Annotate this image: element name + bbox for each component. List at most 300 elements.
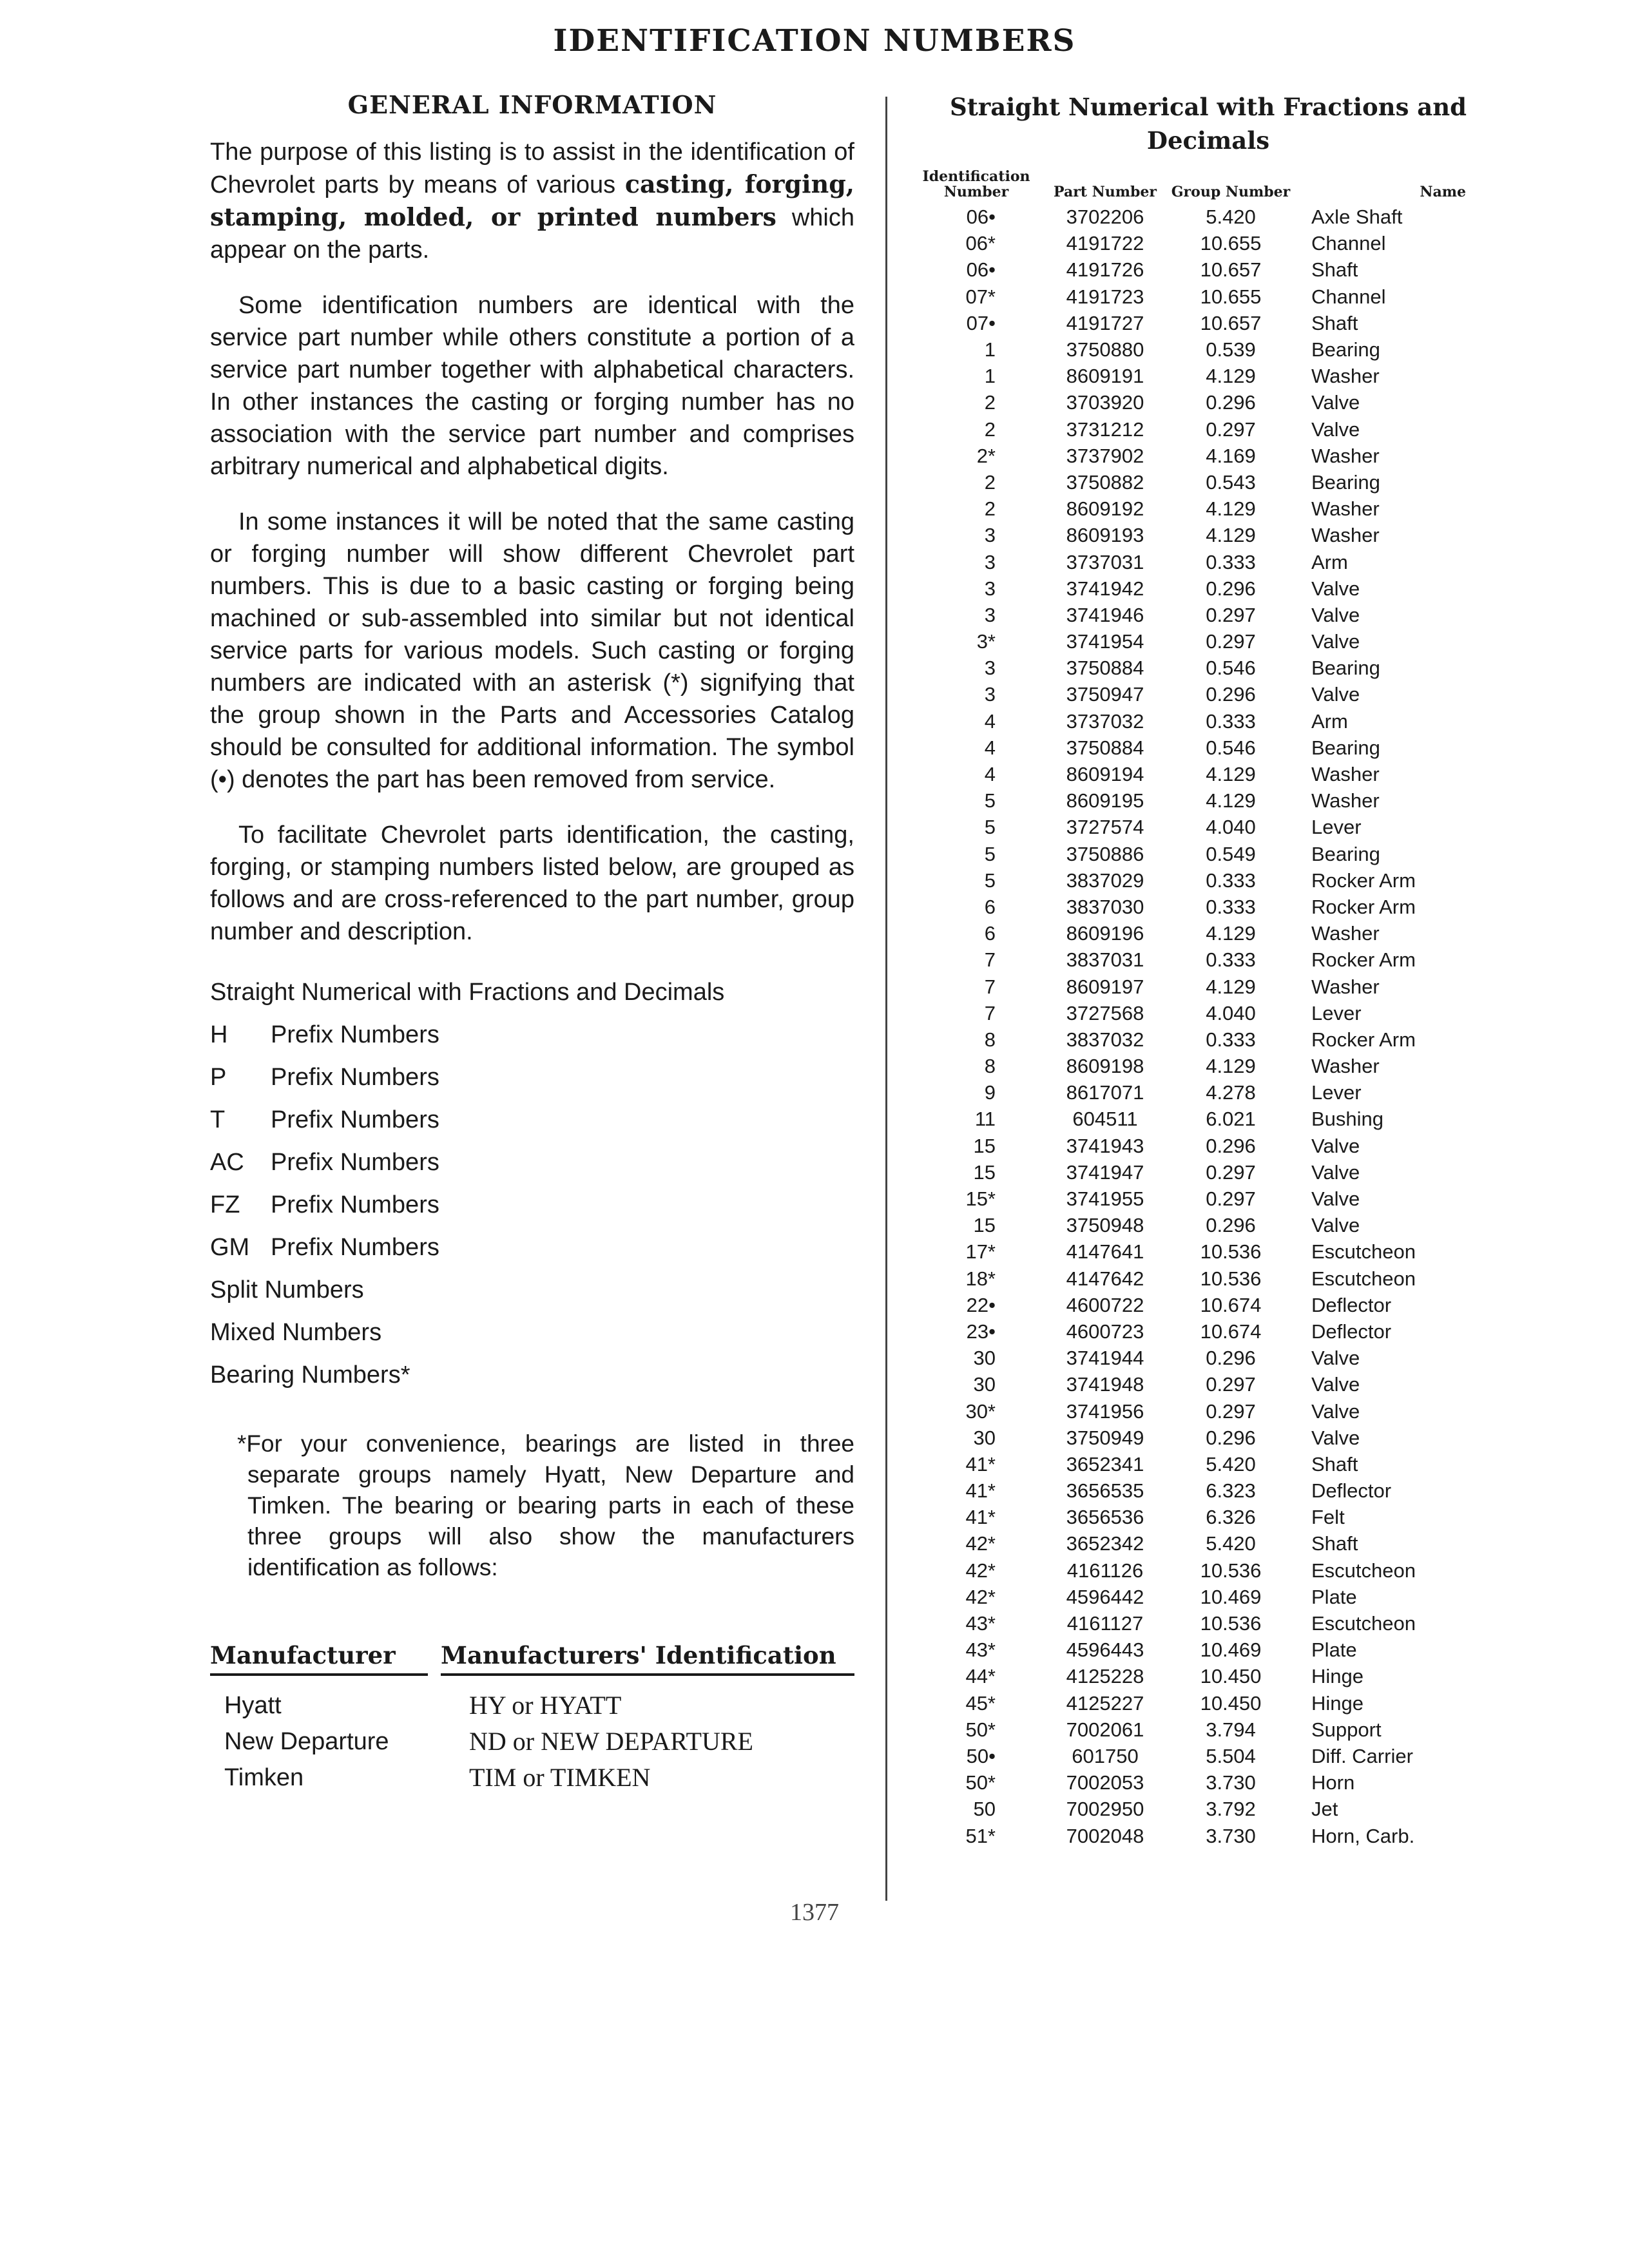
- manufacturer-row: [210, 1724, 854, 1760]
- part-name-cell: Washer: [1311, 365, 1380, 388]
- part-number-cell: 3837032: [1066, 1028, 1144, 1051]
- part-name-cell: Washer: [1311, 975, 1380, 998]
- table-row: [912, 1000, 1479, 1026]
- group-label: Prefix Numbers: [271, 1021, 439, 1048]
- table-row: [912, 973, 1479, 999]
- table-row: [912, 495, 1479, 522]
- identification-number-cell: 15: [973, 1160, 996, 1184]
- part-name-cell: Channel: [1311, 285, 1386, 308]
- table-row: [912, 735, 1479, 761]
- table-row: [912, 469, 1479, 495]
- identification-number-cell: 2: [984, 497, 996, 521]
- identification-number-cell: 06•: [966, 206, 996, 229]
- part-number-cell: 604511: [1072, 1108, 1138, 1131]
- identification-number-cell: 07*: [965, 285, 996, 308]
- table-row: [912, 1159, 1479, 1186]
- identification-number-cell: 6: [984, 922, 996, 945]
- part-name-cell: Valve: [1311, 1426, 1360, 1449]
- group-label: Prefix Numbers: [271, 1064, 439, 1091]
- page-number: 1377: [790, 1899, 839, 1926]
- group-list-item: [210, 1311, 854, 1354]
- group-list-item: [210, 1226, 854, 1269]
- group-number-cell: 5.420: [1206, 206, 1256, 229]
- part-number-cell: 3702206: [1066, 206, 1144, 229]
- table-row: [912, 1079, 1479, 1106]
- group-label: Prefix Numbers: [271, 1191, 439, 1218]
- table-row: [912, 1292, 1479, 1318]
- table-row: [912, 602, 1479, 628]
- table-row: [912, 1610, 1479, 1637]
- part-name-cell: Washer: [1311, 763, 1380, 786]
- part-number-cell: 8609192: [1066, 497, 1144, 521]
- part-number-cell: 3750886: [1066, 842, 1144, 865]
- part-number-cell: 8609198: [1066, 1055, 1144, 1078]
- identification-number-cell: 50: [973, 1798, 996, 1821]
- group-number-cell: 10.469: [1200, 1639, 1262, 1662]
- table-row: [912, 575, 1479, 602]
- table-row: [912, 1504, 1479, 1530]
- part-number-cell: 4125227: [1066, 1691, 1144, 1715]
- group-number-cell: 10.655: [1200, 232, 1262, 255]
- general-information-heading: GENERAL INFORMATION: [347, 90, 717, 119]
- part-name-cell: Diff. Carrier: [1311, 1744, 1413, 1767]
- table-row: [912, 1637, 1479, 1663]
- group-prefix: P: [210, 1064, 227, 1091]
- table-row: [912, 310, 1479, 336]
- part-number-cell: 3741947: [1066, 1160, 1144, 1184]
- identification-number-cell: 44*: [965, 1665, 996, 1688]
- group-list-item: [210, 971, 854, 1014]
- part-name-cell: Lever: [1311, 816, 1362, 839]
- group-number-cell: 3.730: [1206, 1824, 1256, 1847]
- identification-number-cell: 7: [984, 975, 996, 998]
- identification-number-cell: 15: [973, 1214, 996, 1237]
- group-label: Mixed Numbers: [210, 1319, 382, 1346]
- table-row: [912, 204, 1479, 230]
- part-name-cell: Plate: [1311, 1639, 1357, 1662]
- manufacturer-identification: TIM or TIMKEN: [469, 1763, 651, 1792]
- group-number-cell: 10.657: [1200, 258, 1262, 282]
- identification-number-cell: 51*: [965, 1824, 996, 1847]
- group-list-item: [210, 1269, 854, 1311]
- manufacturer-identification: ND or NEW DEPARTURE: [469, 1727, 753, 1756]
- part-number-cell: 3656536: [1066, 1506, 1144, 1529]
- group-number-cell: 10.536: [1200, 1240, 1262, 1264]
- identification-number-cell: 3: [984, 550, 996, 573]
- group-number-cell: 10.655: [1200, 285, 1262, 308]
- table-row: [912, 1318, 1479, 1345]
- bearing-footnote: *For your convenience, bearings are listed in three separate groups namely Hyatt, New Departure and Timken. The bearing or bearing parts in each of these three groups will also show the manufacturers identification as follows:: [237, 1430, 854, 1581]
- part-name-cell: Lever: [1311, 1081, 1362, 1104]
- group-number-cell: 0.296: [1206, 1214, 1256, 1237]
- group-number-cell: 0.549: [1206, 842, 1256, 865]
- identification-number-cell: 50*: [965, 1718, 996, 1741]
- identification-number-header: Identification Number: [922, 168, 1030, 200]
- group-number-cell: 0.546: [1206, 736, 1256, 759]
- part-number-cell: 4161127: [1066, 1612, 1144, 1635]
- part-number-cell: 3737902: [1066, 444, 1144, 467]
- identification-number-cell: 9: [984, 1081, 996, 1104]
- part-number-cell: 3750948: [1066, 1214, 1144, 1237]
- table-row: [912, 1451, 1479, 1477]
- identification-number-cell: 06•: [966, 258, 996, 282]
- group-number-cell: 10.450: [1200, 1665, 1262, 1688]
- group-number-cell: 0.546: [1206, 657, 1256, 680]
- group-number-cell: 4.169: [1206, 444, 1256, 467]
- part-number-cell: 4596443: [1066, 1639, 1144, 1662]
- table-row: [912, 1822, 1479, 1849]
- group-number-cell: 0.539: [1206, 338, 1256, 361]
- group-prefix: T: [210, 1106, 226, 1133]
- group-prefix: FZ: [210, 1191, 240, 1218]
- identification-number-cell: 1: [984, 338, 996, 361]
- table-row: [912, 363, 1479, 389]
- identification-number-cell: 06*: [965, 232, 996, 255]
- identification-number-cell: 2: [984, 418, 996, 441]
- part-name-cell: Bearing: [1311, 338, 1380, 361]
- part-number-cell: 8609194: [1066, 763, 1144, 786]
- identification-number-cell: 3: [984, 524, 996, 547]
- part-number-cell: 8609196: [1066, 922, 1144, 945]
- group-number-cell: 3.792: [1206, 1798, 1256, 1821]
- identification-number-cell: 42*: [965, 1585, 996, 1608]
- identification-number-cell: 4: [984, 736, 996, 759]
- table-row: [912, 1212, 1479, 1238]
- table-row: [912, 1053, 1479, 1079]
- identification-number-cell: 2: [984, 391, 996, 414]
- part-number-cell: 4600722: [1066, 1293, 1144, 1316]
- part-number-cell: 3737031: [1066, 550, 1144, 573]
- part-number-cell: 3750884: [1066, 736, 1144, 759]
- manufacturer-identification: HY or HYATT: [469, 1691, 622, 1720]
- part-number-cell: 3731212: [1066, 418, 1144, 441]
- group-number-cell: 10.674: [1200, 1293, 1262, 1316]
- intro-paragraph: [210, 136, 854, 266]
- part-name-cell: Shaft: [1311, 258, 1358, 282]
- identification-number-cell: 3: [984, 603, 996, 626]
- identification-number-cell: 3: [984, 683, 996, 706]
- table-row: [912, 1716, 1479, 1743]
- group-number-cell: 4.129: [1206, 975, 1256, 998]
- group-number-cell: 0.296: [1206, 391, 1256, 414]
- part-number-cell: 3750884: [1066, 657, 1144, 680]
- part-number-cell: 3727574: [1066, 816, 1144, 839]
- group-number-cell: 0.296: [1206, 683, 1256, 706]
- table-row: [912, 1371, 1479, 1398]
- group-number-cell: 10.536: [1200, 1559, 1262, 1582]
- identification-number-cell: 22•: [966, 1293, 996, 1316]
- table-row: [912, 1743, 1479, 1769]
- part-name-cell: Valve: [1311, 630, 1360, 653]
- group-number-cell: 3.794: [1206, 1718, 1256, 1741]
- part-name-cell: Washer: [1311, 444, 1380, 467]
- group-number-cell: 4.129: [1206, 763, 1256, 786]
- part-name-cell: Valve: [1311, 1373, 1360, 1396]
- table-row: [912, 1530, 1479, 1557]
- identical-numbers-paragraph: Some identification numbers are identical with the service part number while others constitute a portion of a service part number together with alphabetical characters. In other instances the casting or forging number has no association with the service part number and comprises arbitrary numerical and alphabetical digits.: [210, 292, 854, 480]
- column-divider: [885, 97, 887, 1901]
- table-row: [912, 284, 1479, 310]
- group-number-cell: 6.021: [1206, 1108, 1256, 1131]
- table-row: [912, 920, 1479, 947]
- part-number-cell: 4600723: [1066, 1320, 1144, 1343]
- group-number-cell: 10.657: [1200, 311, 1262, 334]
- part-number-cell: 3750880: [1066, 338, 1144, 361]
- group-number-cell: 0.296: [1206, 1426, 1256, 1449]
- intro-text-bold: casting, forging, stamping, molded, or printed numbers: [210, 169, 854, 231]
- part-number-cell: 3741954: [1066, 630, 1144, 653]
- identification-number-cell: 5: [984, 842, 996, 865]
- group-prefix: AC: [210, 1149, 244, 1176]
- part-name-cell: Valve: [1311, 603, 1360, 626]
- identification-number-cell: 41*: [965, 1479, 996, 1503]
- part-number-cell: 8609197: [1066, 975, 1144, 998]
- part-name-cell: Escutcheon: [1311, 1267, 1416, 1290]
- part-name-cell: Escutcheon: [1311, 1612, 1416, 1635]
- table-row: [912, 1769, 1479, 1796]
- table-row: [912, 628, 1479, 655]
- group-number-cell: 0.296: [1206, 577, 1256, 600]
- part-number-cell: 3741943: [1066, 1134, 1144, 1157]
- identification-number-cell: 07•: [966, 311, 996, 334]
- identification-number-cell: 11: [974, 1108, 996, 1131]
- table-row: [912, 1557, 1479, 1584]
- part-name-cell: Channel: [1311, 232, 1386, 255]
- part-name-cell: Washer: [1311, 922, 1380, 945]
- group-number-cell: 0.543: [1206, 470, 1256, 494]
- table-row: [912, 336, 1479, 363]
- part-name-cell: Valve: [1311, 1214, 1360, 1237]
- parts-table-header: [912, 169, 1479, 204]
- identification-number-cell: 6: [984, 895, 996, 918]
- identification-number-cell: 45*: [965, 1691, 996, 1715]
- part-number-cell: 4161126: [1066, 1559, 1144, 1582]
- part-number-cell: 3837030: [1066, 895, 1144, 918]
- part-number-cell: 8609193: [1066, 524, 1144, 547]
- part-name-cell: Valve: [1311, 1347, 1360, 1370]
- group-number-cell: 4.129: [1206, 365, 1256, 388]
- part-name-cell: Axle Shaft: [1311, 206, 1403, 229]
- parts-table: [912, 169, 1479, 1849]
- table-row: [912, 1398, 1479, 1424]
- identification-number-cell: 2*: [976, 444, 996, 467]
- group-label: Prefix Numbers: [271, 1234, 439, 1261]
- identification-number-cell: 30*: [965, 1399, 996, 1423]
- identification-number-cell: 41*: [965, 1506, 996, 1529]
- group-number-cell: 4.129: [1206, 524, 1256, 547]
- group-number-cell: 0.333: [1206, 895, 1256, 918]
- group-number-cell: 0.297: [1206, 603, 1256, 626]
- group-number-cell: 10.674: [1200, 1320, 1262, 1343]
- identification-number-cell: 1: [984, 365, 996, 388]
- part-number-cell: 7002053: [1066, 1771, 1144, 1794]
- group-number-cell: 6.326: [1206, 1506, 1256, 1529]
- group-number-cell: 0.333: [1206, 948, 1256, 972]
- identification-number-cell: 4: [984, 763, 996, 786]
- intro-text-end: which appear on the parts.: [210, 204, 854, 264]
- part-number-cell: 8609191: [1066, 365, 1144, 388]
- table-row: [912, 1345, 1479, 1371]
- group-number-cell: 0.333: [1206, 869, 1256, 892]
- part-number-cell: 3741955: [1066, 1187, 1144, 1211]
- manufacturer-name: Timken: [224, 1764, 304, 1791]
- part-number-cell: 601750: [1072, 1744, 1139, 1767]
- part-number-cell: 3741956: [1066, 1399, 1144, 1423]
- identification-number-cell: 50•: [966, 1744, 996, 1767]
- identification-number-cell: 5: [984, 869, 996, 892]
- group-number-cell: 0.297: [1206, 1187, 1256, 1211]
- part-number-cell: 8609195: [1066, 789, 1144, 812]
- part-number-cell: 3656535: [1066, 1479, 1144, 1503]
- parts-table-body: [912, 204, 1479, 1849]
- part-name-cell: Rocker Arm: [1311, 948, 1416, 972]
- part-name-cell: Support: [1311, 1718, 1382, 1741]
- table-row: [912, 416, 1479, 443]
- part-name-cell: Shaft: [1311, 1532, 1358, 1555]
- identification-number-cell: 5: [984, 789, 996, 812]
- manufacturer-rows: [210, 1687, 854, 1796]
- part-name-cell: Arm: [1311, 709, 1348, 733]
- part-name-cell: Shaft: [1311, 1452, 1358, 1475]
- part-number-cell: 3750947: [1066, 683, 1144, 706]
- part-name-cell: Arm: [1311, 550, 1348, 573]
- identification-number-cell: 15*: [965, 1187, 996, 1211]
- identification-number-cell: 3*: [976, 630, 996, 653]
- grouping-paragraph: To facilitate Chevrolet parts identification, the casting, forging, or stamping numbers listed below, are grouped as follows and are cross-referenced to the part number, group number and description.: [210, 822, 854, 945]
- table-row: [912, 1477, 1479, 1504]
- group-number-cell: 4.278: [1206, 1081, 1256, 1104]
- identification-number-cell: 50*: [965, 1771, 996, 1794]
- group-number-cell: 0.333: [1206, 1028, 1256, 1051]
- part-name-cell: Washer: [1311, 1055, 1380, 1078]
- part-name-cell: Rocker Arm: [1311, 1028, 1416, 1051]
- identification-number-cell: 43*: [965, 1639, 996, 1662]
- table-row: [912, 814, 1479, 840]
- part-name-cell: Bearing: [1311, 657, 1380, 680]
- table-row: [912, 1796, 1479, 1822]
- part-number-cell: 3652341: [1066, 1452, 1144, 1475]
- part-name-cell: Bushing: [1311, 1108, 1384, 1131]
- part-number-cell: 3750882: [1066, 470, 1144, 494]
- part-number-cell: 3737032: [1066, 709, 1144, 733]
- part-number-cell: 4147641: [1066, 1240, 1144, 1264]
- group-number-cell: 0.297: [1206, 418, 1256, 441]
- part-name-cell: Escutcheon: [1311, 1240, 1416, 1264]
- identification-number-cell: 5: [984, 816, 996, 839]
- identification-number-cell: 43*: [965, 1612, 996, 1635]
- group-number-cell: 0.297: [1206, 1373, 1256, 1396]
- identification-number-cell: 18*: [965, 1267, 996, 1290]
- part-name-cell: Horn: [1311, 1771, 1355, 1794]
- group-list: [210, 971, 854, 1396]
- table-row: [912, 1026, 1479, 1053]
- part-name-cell: Bearing: [1311, 736, 1380, 759]
- table-row: [912, 894, 1479, 920]
- part-name-cell: Felt: [1311, 1506, 1345, 1529]
- part-name-cell: Jet: [1311, 1798, 1338, 1821]
- identification-number-cell: 8: [984, 1028, 996, 1051]
- table-row: [912, 1133, 1479, 1159]
- part-number-cell: 3741948: [1066, 1373, 1144, 1396]
- identification-number-cell: 41*: [965, 1452, 996, 1475]
- group-list-item: [210, 1099, 854, 1141]
- group-list-item: [210, 1184, 854, 1226]
- page-title: IDENTIFICATION NUMBERS: [553, 23, 1076, 59]
- table-row: [912, 947, 1479, 973]
- manufacturer-row: [210, 1687, 854, 1724]
- part-number-cell: 3837029: [1066, 869, 1144, 892]
- table-row: [912, 1238, 1479, 1265]
- table-row: [912, 787, 1479, 814]
- table-row: [912, 761, 1479, 787]
- part-number-cell: 3750949: [1066, 1426, 1144, 1449]
- table-row: [912, 230, 1479, 256]
- group-list-item: [210, 1014, 854, 1056]
- identification-number-cell: 7: [984, 1001, 996, 1024]
- table-row: [912, 443, 1479, 469]
- group-number-cell: 4.129: [1206, 789, 1256, 812]
- part-name-cell: Rocker Arm: [1311, 869, 1416, 892]
- part-name-cell: Plate: [1311, 1585, 1357, 1608]
- group-number-cell: 4.129: [1206, 497, 1256, 521]
- group-number-cell: 0.296: [1206, 1347, 1256, 1370]
- table-row: [912, 1584, 1479, 1610]
- part-name-cell: Washer: [1311, 497, 1380, 521]
- identification-number-cell: 42*: [965, 1532, 996, 1555]
- group-label: Prefix Numbers: [271, 1106, 439, 1133]
- casting-numbers-paragraph: In some instances it will be noted that the same casting or forging number will show different Chevrolet part numbers. This is due to a basic casting or forging being machined or sub-assembled into similar but not identical service parts for various models. Such casting or forging numbers are indicated with an asterisk (*) signifying that the group shown in the Parts and Accessories Catalog should be consulted for additional information. The symbol (•) denotes the part has been removed from service.: [210, 508, 854, 793]
- group-label: Straight Numerical with Fractions and Decimals: [210, 979, 725, 1006]
- identification-number-cell: 7: [984, 948, 996, 972]
- part-number-cell: 4191722: [1066, 232, 1144, 255]
- table-row: [912, 522, 1479, 548]
- group-number-cell: 10.536: [1200, 1267, 1262, 1290]
- part-number-cell: 4125228: [1066, 1665, 1144, 1688]
- part-name-cell: Valve: [1311, 1399, 1360, 1423]
- part-name-cell: Deflector: [1311, 1479, 1392, 1503]
- identification-number-cell: 30: [973, 1426, 996, 1449]
- table-row: [912, 708, 1479, 735]
- part-name-cell: Valve: [1311, 683, 1360, 706]
- group-number-cell: 6.323: [1206, 1479, 1256, 1503]
- group-number-cell: 10.450: [1200, 1691, 1262, 1715]
- part-name-cell: Valve: [1311, 1134, 1360, 1157]
- part-name-cell: Bearing: [1311, 842, 1380, 865]
- identification-number-cell: 23•: [966, 1320, 996, 1343]
- part-name-cell: Washer: [1311, 789, 1380, 812]
- part-name-cell: Horn, Carb.: [1311, 1824, 1415, 1847]
- part-number-cell: 3727568: [1066, 1001, 1144, 1024]
- group-number-cell: 0.296: [1206, 1134, 1256, 1157]
- parts-section-heading: Straight Numerical with Fractions and Decimals: [949, 93, 1467, 155]
- part-name-cell: Valve: [1311, 577, 1360, 600]
- part-number-cell: 4191726: [1066, 258, 1144, 282]
- part-number-header: Part Number: [1054, 184, 1157, 200]
- group-number-cell: 0.297: [1206, 1399, 1256, 1423]
- group-list-item: [210, 1354, 854, 1396]
- part-number-cell: 4596442: [1066, 1585, 1144, 1608]
- table-row: [912, 1106, 1479, 1132]
- identification-number-cell: 15: [973, 1134, 996, 1157]
- group-number-cell: 4.040: [1206, 1001, 1256, 1024]
- group-number-cell: 4.129: [1206, 922, 1256, 945]
- group-label: Split Numbers: [210, 1276, 364, 1303]
- group-list-item: [210, 1141, 854, 1184]
- identification-number-cell: 17*: [965, 1240, 996, 1264]
- group-list-item: [210, 1056, 854, 1099]
- manufacturer-table-header: [210, 1641, 854, 1676]
- part-name-cell: Hinge: [1311, 1665, 1364, 1688]
